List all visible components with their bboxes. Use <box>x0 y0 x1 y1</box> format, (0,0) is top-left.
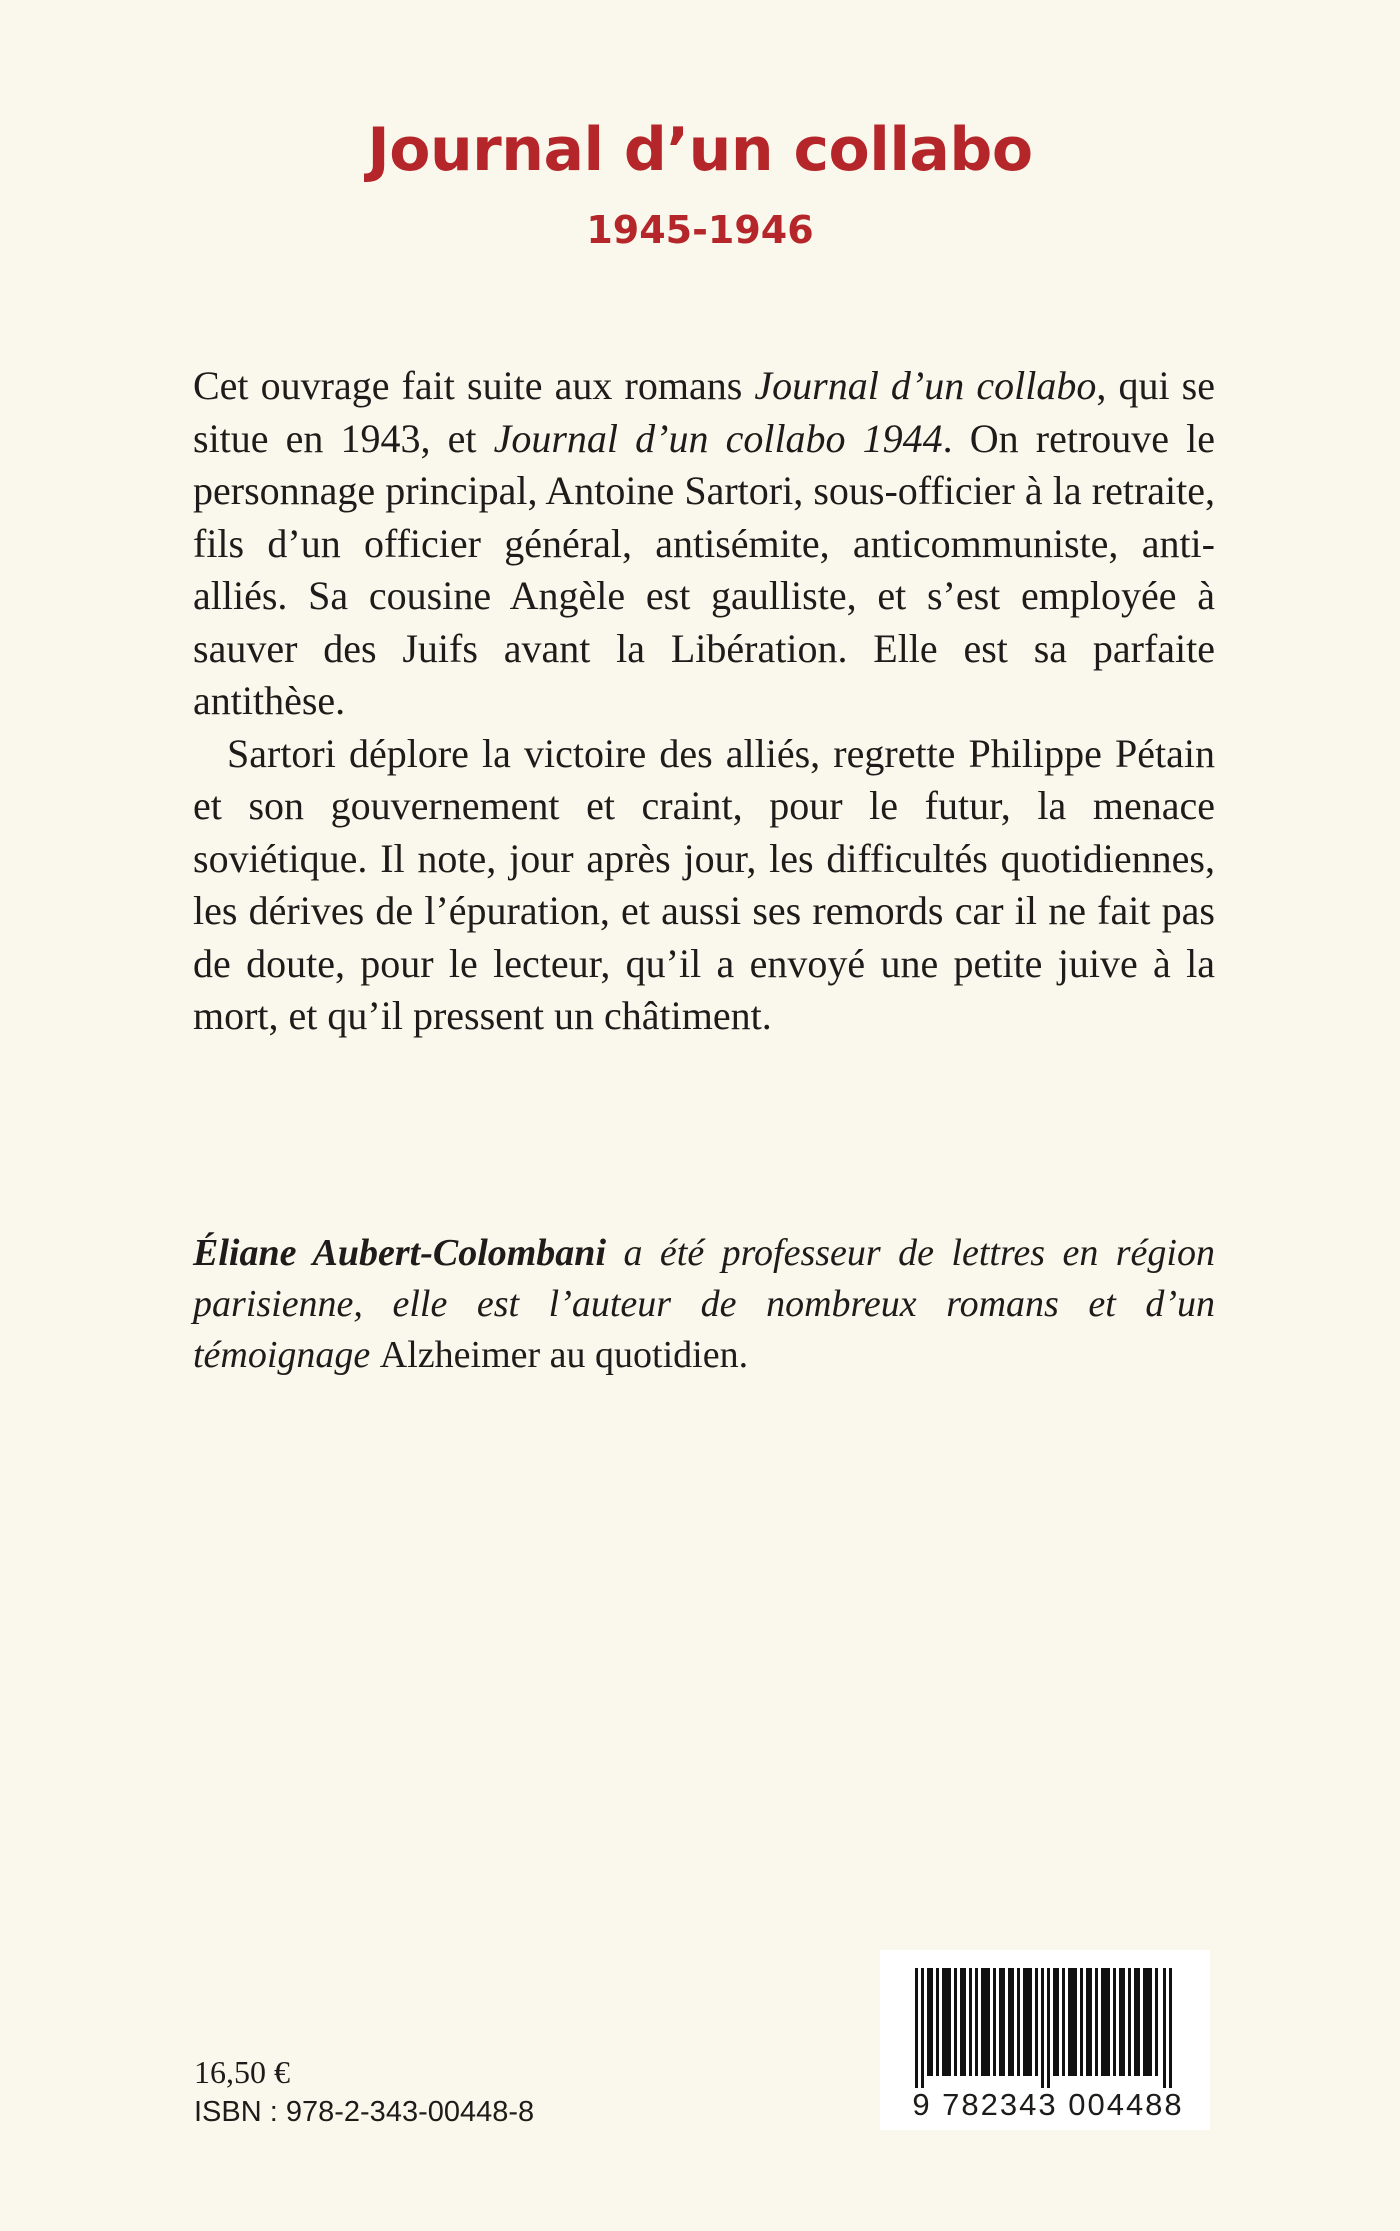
summary-text-run: , qui se situe en 1943, et <box>193 363 1215 461</box>
barcode <box>880 1950 1210 2130</box>
summary-text-run: . On retrouve le personnage principal, Antoine Sartori, sous-officier à la retraite, fils d’un officier général, antisémite, anticommuniste, anti-alliés. Sa cousine Angèle est gaulliste, et s’est employée à sauver des Juifs avant la Libération. Elle est sa parfaite antithèse. <box>193 415 1216 723</box>
referenced-title: Journal d’un collabo 1944 <box>493 415 943 461</box>
book-subtitle: 1945-1946 <box>586 208 814 252</box>
barcode-bars <box>915 1968 1175 2088</box>
author-name: Éliane Aubert-Colombani <box>193 1232 606 1274</box>
book-title: Journal d’un collabo <box>367 115 1033 185</box>
price: 16,50 € <box>194 2054 290 2090</box>
isbn: ISBN : 978-2-343-00448-8 <box>194 2096 535 2128</box>
bio-book-title: Alzheimer au quotidien. <box>379 1334 749 1376</box>
bio-text: a été professeur de lettres en région parisienne, elle est l’auteur de nombreux romans et d’un témoignage <box>193 1232 1215 1376</box>
summary-text-run: Cet ouvrage fait suite aux romans <box>193 363 755 408</box>
barcode-digits: 9 782343 004488 <box>912 2087 1184 2122</box>
referenced-title: Journal d’un collabo <box>754 363 1097 408</box>
author-bio <box>193 1228 1215 1381</box>
summary-text <box>193 360 1215 1043</box>
summary-paragraph-1 <box>193 360 1215 728</box>
summary-paragraph-2: Sartori déplore la victoire des alliés, regrette Philippe Pétain et son gouvernement et craint, pour le futur, la menace soviétique. Il note, jour après jour, les difficultés quotidiennes, les dérives de l’épuration, et aussi ses remords car il ne fait pas de doute, pour le lecteur, qu’il a envoyé une petite juive à la mort, et qu’il pressent un châtiment. <box>193 730 1215 1038</box>
